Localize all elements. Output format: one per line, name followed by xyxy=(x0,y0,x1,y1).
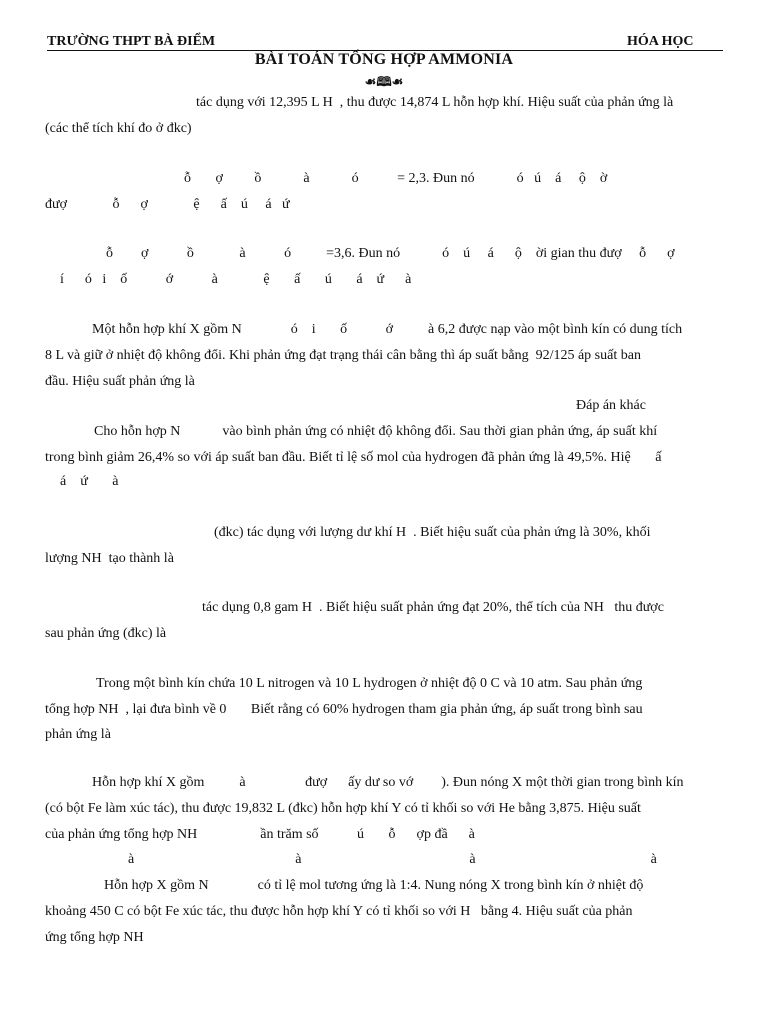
school-name: TRƯỜNG THPT BÀ ĐIỂM xyxy=(47,34,216,49)
text-line: khoảng 450 C có bột Fe xúc tác, thu được hỗn hợp khí Y có tỉ khối so với H bằng 4. Hiệu suất của phản xyxy=(45,904,633,919)
text-line: tác dụng với 12,395 L H , thu được 14,874 L hỗn hợp khí. Hiệu suất của phản ứng là xyxy=(196,95,674,110)
document-title: BÀI TOÁN TỔNG HỢP AMMONIA xyxy=(254,51,514,68)
text-line: (có bột Fe làm xúc tác), thu được 19,832 L (đkc) hỗn hợp khí Y có tỉ khối so với He bằng 3,875. Hiệu suất xyxy=(45,801,641,816)
text-line: đượ ỗ ợ ệ ấ ú á ứ xyxy=(45,197,290,212)
text-line: trong bình giảm 26,4% so với áp suất ban đầu. Biết tỉ lệ số mol của hydrogen đã phản ứng là 49,5%. Hiệ ấ xyxy=(45,450,662,465)
subject-name: HÓA HỌC xyxy=(627,34,694,49)
text-line: tổng hợp NH , lại đưa bình về 0 Biết rằng có 60% hydrogen tham gia phản ứng, áp suất trong bình sau xyxy=(45,702,643,717)
text-line: lượng NH tạo thành là xyxy=(45,551,174,566)
text-line: (các thể tích khí đo ở đkc) xyxy=(45,121,192,136)
ornament-divider: ☙🕮☙ xyxy=(364,74,404,89)
text-line: á ứ à xyxy=(60,474,119,489)
page-header xyxy=(47,34,723,51)
text-line: (đkc) tác dụng với lượng dư khí H . Biết hiệu suất của phản ứng là 30%, khối xyxy=(214,525,651,540)
text-line: Cho hỗn hợp N vào bình phản ứng có nhiệt độ không đổi. Sau thời gian phản ứng, áp suất khí xyxy=(94,424,658,439)
text-line: đầu. Hiệu suất phản ứng là xyxy=(45,374,195,389)
text-line: í ó i ố ớ à ệ ấ ú á ứ à xyxy=(60,272,412,287)
answer-options-row: à à à à xyxy=(128,852,657,867)
text-line: Hỗn hợp X gồm N có tỉ lệ mol tương ứng là 1:4. Nung nóng X trong bình kín ở nhiệt độ xyxy=(104,878,644,893)
text-line: ỗ ợ ồ à ó =3,6. Đun nó ó ú á ộ ời gian thu đượ ỗ ợ xyxy=(106,246,675,261)
text-line: Hỗn hợp khí X gồm à đượ ấy dư so vớ ). Đun nóng X một thời gian trong bình kín xyxy=(92,775,684,790)
text-line: Trong một bình kín chứa 10 L nitrogen và 10 L hydrogen ở nhiệt độ 0 C và 10 atm. Sau phản ứng xyxy=(96,676,643,691)
text-line: sau phản ứng (đkc) là xyxy=(45,626,167,641)
text-line: tác dụng 0,8 gam H . Biết hiệu suất phản ứng đạt 20%, thể tích của NH thu được xyxy=(202,600,664,615)
answer-option: Đáp án khác xyxy=(576,398,646,413)
text-line: phản ứng là xyxy=(45,727,111,742)
text-line: 8 L và giữ ở nhiệt độ không đổi. Khi phản ứng đạt trạng thái cân bằng thì áp suất bằng 92/125 áp suất ban xyxy=(45,348,641,363)
text-line: của phản ứng tổng hợp NH ần trăm số ú ỗ ợp đầ à xyxy=(45,827,475,842)
text-line: ứng tổng hợp NH xyxy=(45,930,144,945)
text-line: Một hỗn hợp khí X gồm N ó i ố ớ à 6,2 được nạp vào một bình kín có dung tích xyxy=(92,322,683,337)
text-line: ỗ ợ ồ à ó = 2,3. Đun nó ó ú á ộ ờ xyxy=(184,171,608,186)
